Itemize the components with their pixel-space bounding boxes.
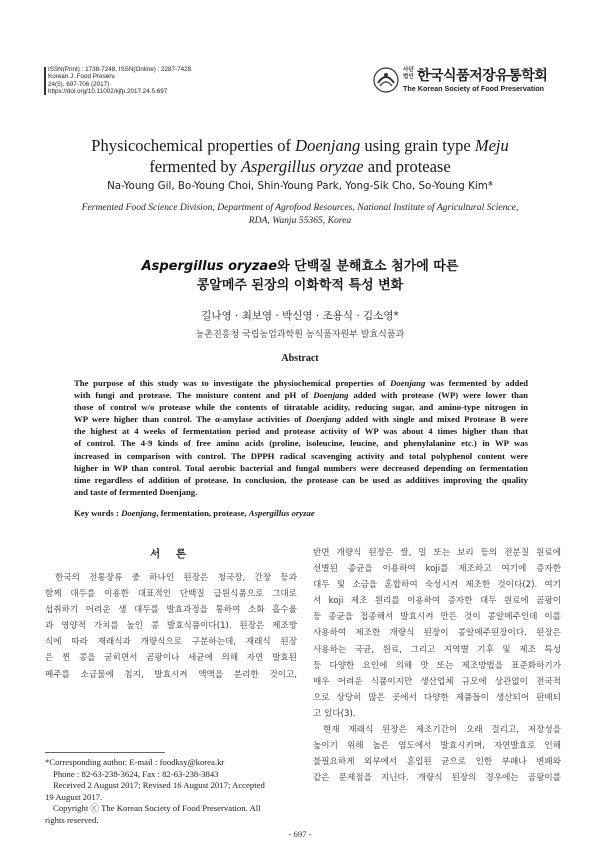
header-rule bbox=[44, 67, 46, 95]
affiliation-en: Fermented Food Science Division, Department of Agrofood Resources, National Institute of Agricultural Science, RDA, Wanju 55365, Korea bbox=[81, 202, 519, 226]
body-text-line: 사용하는 국균, 원료, 그리고 지역별 기후 및 제조 특성 bbox=[313, 644, 561, 655]
journal-meta bbox=[48, 66, 191, 96]
authors-kr: 길나영 · 최보영 · 박신영 · 조용식 · 김소영* bbox=[201, 310, 399, 322]
corresponding-author-footnote bbox=[45, 757, 297, 827]
body-text-line: 한국의 전통장류 중 하나인 된장은 청국장, 간장 등과 bbox=[55, 573, 297, 583]
society-name-kr: 한국식품저장유통학회 bbox=[417, 68, 548, 84]
body-text-line: 대두 및 소금을 혼합하여 숙성시켜 제조한 것이다(2). 여기 bbox=[313, 580, 561, 591]
society-emblem-icon bbox=[372, 66, 400, 94]
right-column-text bbox=[313, 545, 561, 786]
body-text-line: 식에 따라 재래식과 개량식으로 구분하는데, 재래식 된장 bbox=[45, 637, 297, 648]
affiliation-kr: 농촌진흥청 국립농업과학원 농식품자원부 발효식품과 bbox=[195, 330, 405, 340]
body-text-line: 선별된 종균을 이용하여 koji를 제조하고 여기에 증자한 bbox=[313, 564, 561, 575]
footnote-rule bbox=[45, 752, 165, 753]
paper-title-line-1: Physicochemical properties of Doenjang using grain type Meju bbox=[91, 136, 509, 155]
body-text-line: 매우 어려운 식품이지만 생산업체 규모에 상관없이 전국적 bbox=[313, 676, 561, 687]
footnote-line: Phone : 82-63-238-3624, Fax : 82-63-238-3843 bbox=[53, 768, 219, 779]
body-text-line: 고 있다(3). bbox=[313, 708, 356, 719]
doi-link[interactable]: https://doi.org/10.11002/kjfp.2017.24.5.697 bbox=[48, 88, 168, 96]
body-text-line: 서 koji 제조 원리를 이용하여 증자한 대두 원료에 곰팡이 bbox=[313, 596, 561, 607]
body-text-line: 으로 상당히 많은 곳에서 다양한 제품들이 생산되어 판매되 bbox=[313, 692, 561, 703]
paper-title-line-2: fermented by Aspergillus oryzae and protease bbox=[149, 157, 451, 176]
footnote-line: Copyright ⓒ The Korean Society of Food Preservation. All bbox=[53, 803, 261, 814]
abstract-line: of control. The 4-9 kinds of free amino acids (proline, isoleucine, leucine, and phenylalanine etc.) in WP was bbox=[74, 438, 528, 449]
authors-en: Na-Young Gil, Bo-Young Choi, Shin-Young Park, Yong-Sik Cho, So-Young Kim* bbox=[107, 180, 493, 192]
footnote-line: *Corresponding author. E-mail : foodksy@korea.kr bbox=[45, 757, 225, 767]
body-text-line: 현재 재래식 된장은 제조기간이 오래 걸리고, 저장성을 bbox=[323, 725, 561, 736]
footnote-line: Received 2 August 2017; Revised 16 August 2017; Accepted bbox=[53, 780, 265, 791]
footnote-line: rights reserved. bbox=[45, 814, 99, 825]
logo-prefix: 사단 법인 bbox=[403, 67, 414, 80]
body-text-line: 등 종균을 접종해서 발효시켜 만든 것이 콩알메주인데 이를 bbox=[313, 612, 561, 623]
body-text-line: 반면 개량식 된장은 쌀, 밀 또는 보리 등의 전분질 원료에 bbox=[313, 548, 561, 558]
abstract-body bbox=[74, 377, 528, 498]
body-text-line: 은 찐 콩을 굳히면서 곰팡이나 세균에 의해 자연 발효된 bbox=[45, 653, 297, 664]
volume-pages: 24(5), 697-706 (2017) bbox=[48, 80, 110, 88]
paper-title-kr-line-2: 콩알메주 된장의 이화학적 특성 변화 bbox=[196, 278, 404, 293]
body-text-line: 같은 문제점을 지닌다. 개량식 된장의 경우에는 곰팡이를 bbox=[313, 773, 561, 784]
abstract-line: the highest at 4 weeks of fermentation period and protease activity of WP was about 4 times higher than that bbox=[74, 426, 528, 437]
journal-abbrev: Korean J. Food Preserv. bbox=[48, 73, 116, 81]
keywords: Key words : Doenjang, fermentation, protease, Aspergillus oryzae bbox=[74, 508, 315, 518]
body-text-line: 등 다양한 요인에 의해 맛 또는 제조방법을 표준화하기가 bbox=[313, 660, 561, 671]
abstract-line: The purpose of this study was to investigate the physiochemical properties of Doenjang was fermented by added bbox=[74, 378, 529, 388]
left-column-text bbox=[45, 570, 297, 683]
abstract-heading: Abstract bbox=[281, 353, 319, 364]
body-text-line: 높이기 위해 높은 염도에서 발효시키며, 자연발효로 인해 bbox=[313, 741, 561, 752]
footnote-line: 19 August 2017. bbox=[45, 791, 103, 802]
abstract-line: those of control w/o protease while the contents of titratable acidity, reducing sugar, and amino-type nitrogen in bbox=[74, 402, 528, 413]
body-text-line: 메주를 소금물에 침지, 발효시켜 액액을 분리한 것이고, bbox=[45, 669, 297, 680]
intro-heading: 서 론 bbox=[150, 548, 192, 560]
abstract-line: time regardless of addition of protease. In conclusion, the protease can be used as additives improving the quality bbox=[74, 474, 528, 485]
body-text-line: 불필요하게 외부에서 혼입된 균으로 인한 부패나 변패와 bbox=[313, 757, 561, 768]
abstract-line: higher in WP than control. Total aerobic bacterial and fungal numbers were decreased depending on fermentation bbox=[74, 462, 528, 473]
abstract-line: with fungi and protease. The moisture content and pH of Doenjang added with protease (WP) were lower than bbox=[74, 390, 528, 401]
paper-title-kr-line-1: Aspergillus oryzae와 단백질 분해효소 첨가에 따른 bbox=[141, 259, 459, 274]
body-text-line: 과 영양적 가치를 높인 콩 발효식품이다(1). 된장은 제조방 bbox=[45, 621, 297, 632]
body-text-line: 함께 대두를 이용한 대표적인 단백질 급원식품으로 그대로 bbox=[45, 589, 297, 600]
society-name-en: The Korean Society of Food Preservation bbox=[403, 84, 544, 93]
body-text-line: 사용하여 제조한 개량식 된장이 콩알메주된장이다. 된장은 bbox=[313, 628, 561, 639]
issn-line: ISSN(Print) : 1738-7248, ISSN(Online) : 2287-7428 bbox=[48, 66, 192, 73]
abstract-line: increased in comparison with control. The DPPH radical scavenging activity and total polyphenol content were bbox=[74, 450, 528, 461]
body-text-line: 섭취하기 어려운 생 대두를 발효과정을 통하여 소화 흡수율 bbox=[45, 605, 297, 616]
abstract-line: and taste of fermented Doenjang. bbox=[74, 486, 198, 497]
abstract-line: WP were higher than control. The α-amylase activities of Doenjang added with single and mixed Protease B were bbox=[74, 414, 528, 425]
page-number: - 697 - bbox=[288, 829, 312, 839]
society-logo bbox=[372, 64, 557, 98]
